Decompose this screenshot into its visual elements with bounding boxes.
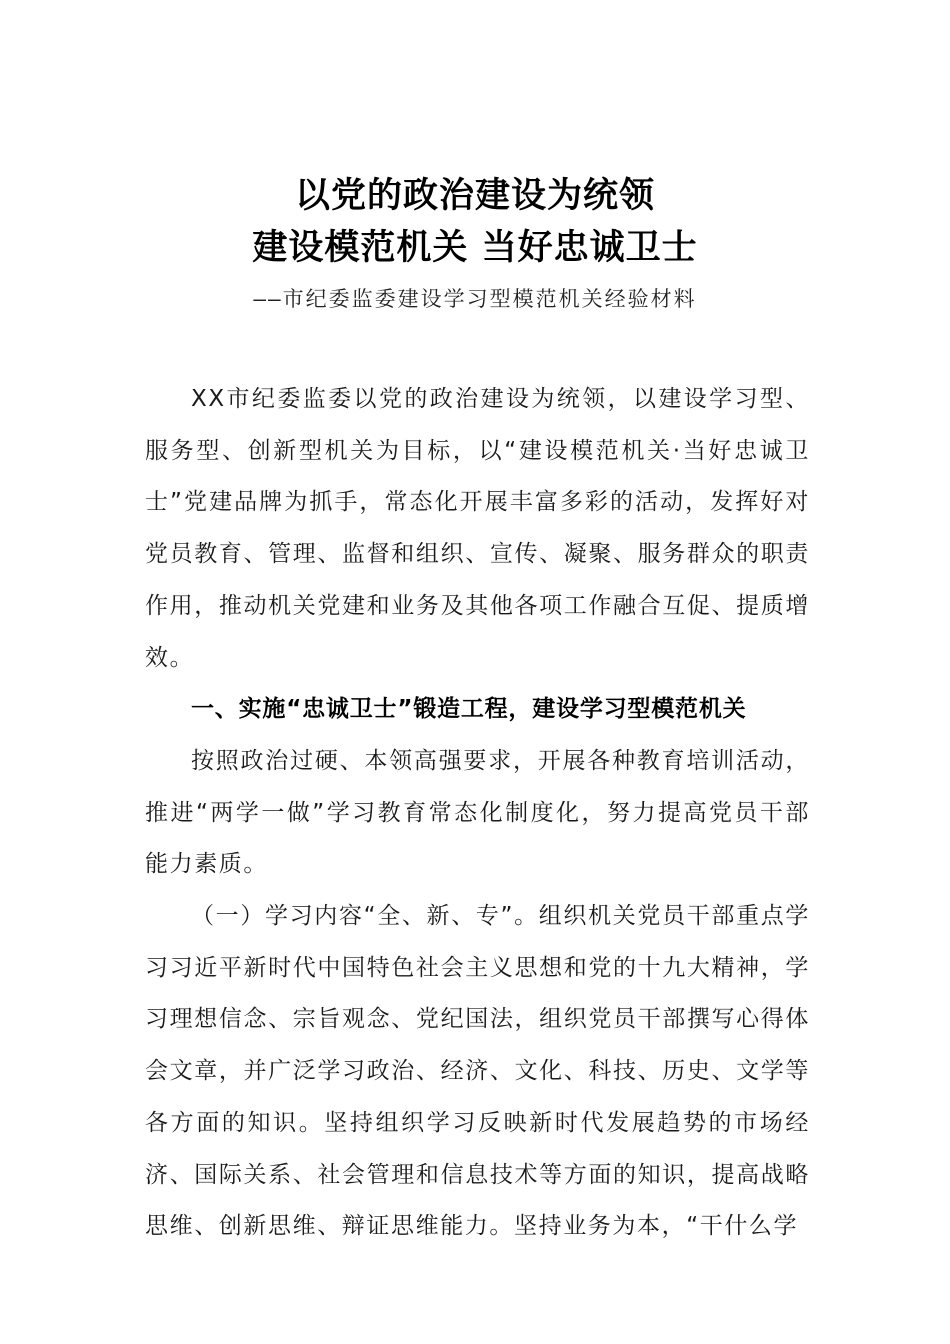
document-title-line-1: 以党的政治建设为统领 bbox=[294, 175, 655, 216]
document-body bbox=[145, 374, 810, 1253]
section-heading-1: 一、实施“忠诚卫士”锻造工程，建设学习型模范机关 bbox=[191, 696, 747, 723]
subsection-1-paragraph: （一）学习内容“全、新、专”。组织机关党员干部重点学习习近平新时代中国特色社会主义思想和党的十九大精神，学习理想信念、宗旨观念、党纪国法，组织党员干部撰写心得体会文章，并广泛学习政治、经济、文化、科技、历史、文学等各方面的知识。坚持组织学习反映新时代发展趋势的市场经济、国际关系、社会管理和信息技术等方面的知识，提高战略思维、创新思维、辩证思维能力。坚持业务为本，“干什么学 bbox=[145, 903, 810, 1240]
section-1-paragraph: 按照政治过硬、本领高强要求，开展各种教育培训活动，推进“两学一做”学习教育常态化制度化，努力提高党员干部能力素质。 bbox=[145, 747, 810, 878]
document-subtitle: ——市纪委监委建设学习型模范机关经验材料 bbox=[253, 287, 697, 311]
intro-paragraph: XX市纪委监委以党的政治建设为统领，以建设学习型、服务型、创新型机关为目标，以“建设模范机关·当好忠诚卫士”党建品牌为抓手，常态化开展丰富多彩的活动，发挥好对党员教育、管理、监督和组织、宣传、凝聚、服务群众的职责作用，推动机关党建和业务及其他各项工作融合互促、提质增效。 bbox=[145, 386, 810, 671]
document-title-line-2: 建设模范机关 当好忠诚卫士 bbox=[252, 227, 698, 268]
